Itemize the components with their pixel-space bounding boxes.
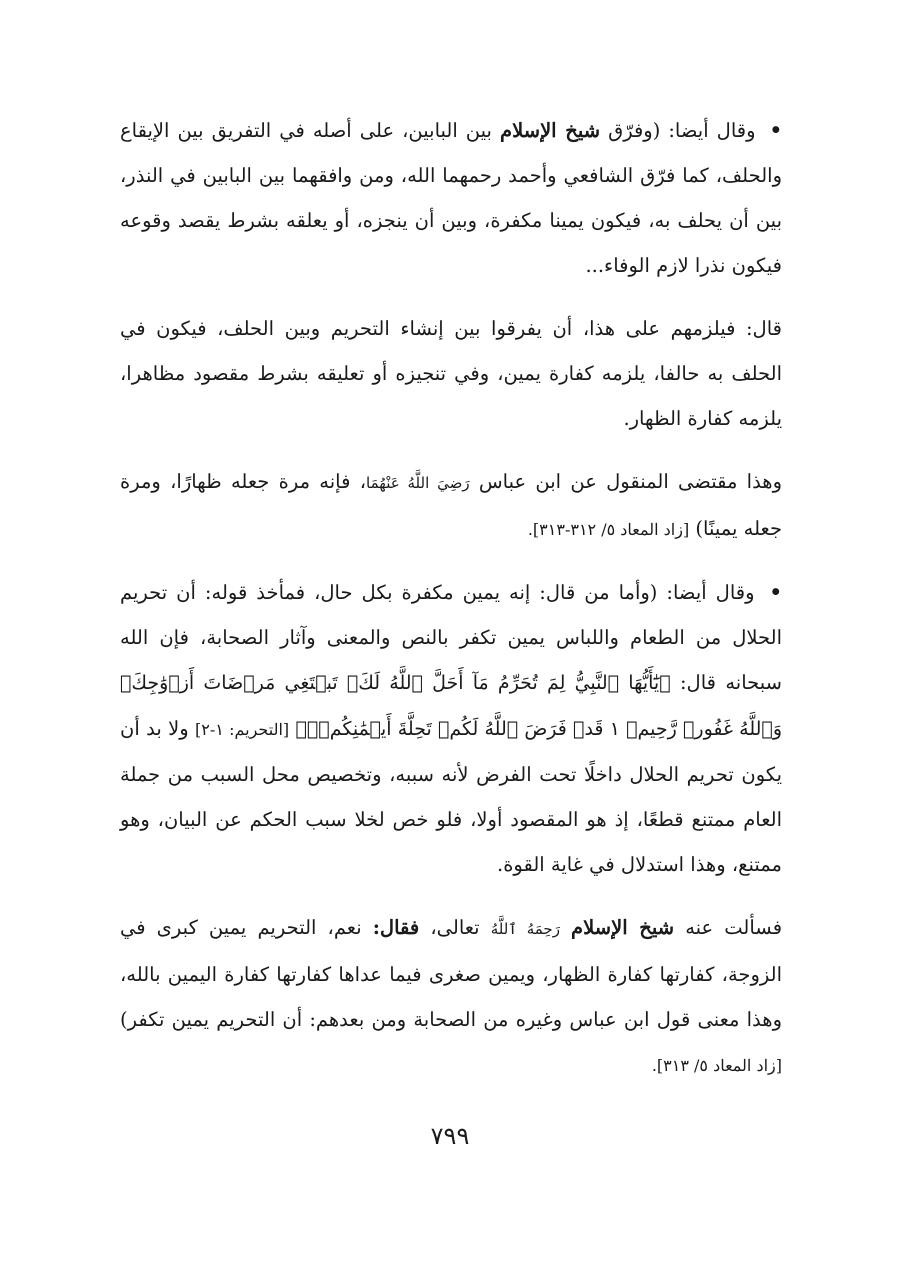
paragraph-5-bold-title: شيخ الإسلام <box>571 916 675 939</box>
paragraph-1 <box>120 108 782 288</box>
honorific-ligature: رَضِيَ اللَّهُ عَنْهُمَا <box>366 474 470 492</box>
paragraph-5 <box>120 905 782 1088</box>
paragraph-4-text: وقال أيضا: (وأما من قال: إنه يمين مكفرة بكل حال، فمأخذ قوله: أن تحريم الحلال من الطعام واللباس يمين تكفر بالنص والمعنى وآثار الصحابة، فإن الله سبحانه قال: <box>120 581 782 694</box>
paragraph-5-intro: فسألت عنه <box>685 916 783 939</box>
page-body <box>120 108 782 1106</box>
paragraph-4 <box>120 570 782 887</box>
paragraph-3-text: وهذا مقتضى المنقول عن ابن عباس <box>478 470 783 493</box>
page-number: ٧٩٩ <box>430 1122 470 1150</box>
paragraph-3-text-after: ، فإنه مرة جعله ظهارًا، ومرة جعله يمينًا) <box>120 470 782 540</box>
honorific-ligature: رَحِمَهُ ٱللَّهُ <box>490 920 560 938</box>
paragraph-1-text: بين البابين، على أصله في التفريق بين الإيقاع والحلف، كما فرّق الشافعي وأحمد رحمهما الله، ومن وافقهما بين البابين في النذر، بين أن يحلف به، فيكون يمينا مكفرة، وبين أن ينجزه، أو يعلقه بشرط يقصد وقوعه فيكون نذرا لازم الوفاء... <box>120 119 782 277</box>
bullet-marker: • <box>769 581 782 604</box>
source-reference: [زاد المعاد ٥/ ٣١٣]. <box>651 1056 782 1075</box>
quran-verse: ﴿يَٰٓأَيُّهَا ٱلنَّبِيُّ لِمَ تُحَرِّمُ مَآ أَحَلَّ ٱللَّهُ لَكَۖ تَبۡتَغِي مَرۡضَاتَ أَزۡوَٰجِكَۚ وَٱللَّهُ غَفُورٞ رَّحِيمٞ ١ قَدۡ فَرَضَ ٱللَّهُ لَكُمۡ تَحِلَّةَ أَيۡمَٰنِكُمۡۚ﴾ <box>120 672 783 740</box>
paragraph-5-mid: تعالى، <box>430 916 480 939</box>
paragraph-2-text: قال: فيلزمهم على هذا، أن يفرقوا بين إنشاء التحريم وبين الحلف، فيكون في الحلف به حالفا، يلزمه كفارة يمين، وفي تنجيزه أو تعليقه بشرط مقصود مظاهرا، يلزمه كفارة الظهار. <box>120 317 782 430</box>
verse-reference: [التحريم: ١-٢] <box>195 720 290 739</box>
paragraph-5-bold-said: فقال: <box>372 916 420 939</box>
paragraph-1-intro: وقال أيضا: (وفرّق <box>608 119 756 142</box>
paragraph-3 <box>120 459 782 552</box>
paragraph-1-bold-title: شيخ الإسلام <box>500 119 601 142</box>
paragraph-2 <box>120 306 782 441</box>
source-reference: [زاد المعاد ٥/ ٣١٢-٣١٣]. <box>527 520 690 539</box>
bullet-marker: • <box>769 119 783 142</box>
paragraph-4-text-cont: ولا بد أن يكون تحريم الحلال داخلًا تحت الفرض لأنه سببه، وتخصيص محل السبب من جملة العام ممتنع قطعًا، إذ هو المقصود أولا، فلو خص لخلا سبب الحكم عن البيان، وهو ممتنع، وهذا استدلال في غاية القوة. <box>120 717 782 876</box>
paragraph-5-text: نعم، التحريم يمين كبرى في الزوجة، كفارتها كفارة الظهار، ويمين صغرى فيما عداها كفارتها كفارة اليمين بالله، وهذا معنى قول ابن عباس وغيره من الصحابة ومن بعدهم: أن التحريم يمين تكفر) <box>120 916 782 1031</box>
